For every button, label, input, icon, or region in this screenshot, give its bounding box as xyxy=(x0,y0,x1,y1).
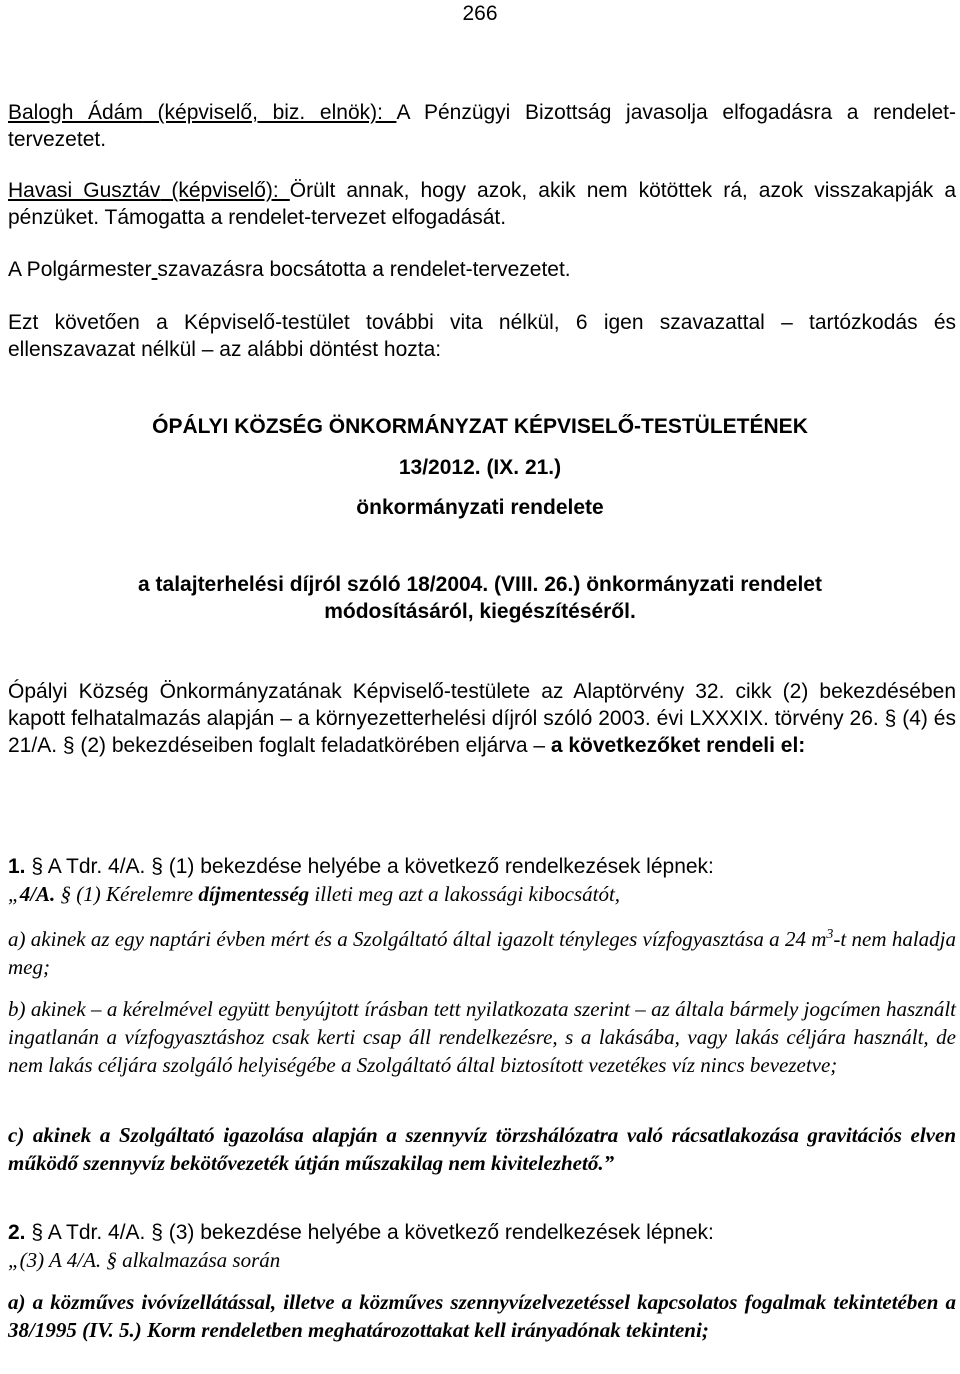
section-2-quote: „(3) A 4/A. § alkalmazása során xyxy=(8,1248,281,1272)
speaker-paragraph-balogh xyxy=(8,99,956,153)
page-number: 266 xyxy=(462,2,498,25)
quote-open: „ xyxy=(8,882,20,906)
section-1-quote xyxy=(8,880,956,908)
section-1-heading xyxy=(8,853,956,880)
exemption-term: díjmentesség xyxy=(198,882,310,906)
vote-text: szavazásra bocsátotta a rendelet-tervezetet. xyxy=(157,258,571,281)
section-text: § A Tdr. 4/A. § (3) bekezdése helyébe a következő rendelkezések lépnek: xyxy=(25,1221,714,1244)
quote-number: 4/A. xyxy=(19,882,56,906)
speaker-name: Havasi Gusztáv xyxy=(8,179,161,202)
mayor-text: A Polgármester xyxy=(8,258,152,281)
section-number: 1. xyxy=(8,855,26,878)
point-a-end: -t nem haladja meg; xyxy=(8,927,956,979)
statement-text: Örült annak, hogy azok, akik nem kötöttek rá, azok visszakapják a pénzüket. Támogatta a rendelet-tervezet elfogadását. xyxy=(8,179,956,229)
point-b: b) akinek – a kérelmével együtt benyújtott írásban tett nyilatkozata szerint – az általa bármely jogcímen használt ingatlanán a vízfogyasztáshoz csak kerti csap áll rendelkezésre, s a lakásába, vagy lakás céljára használt, de nem lakás céljára szolgáló helyiségébe a Szolgáltató által biztosított vezetékes víz nincs bevezetve; xyxy=(8,997,956,1077)
mayor-vote-paragraph xyxy=(8,256,956,283)
regulation-number: 13/2012. (IX. 21.) xyxy=(398,456,562,479)
preamble-text: Ópályi Község Önkormányzatának Képviselő-testülete az Alaptörvény 32. cikk (2) bekezdésében kapott felhatalmazás alapján – a környezetterhelési díjról szóló 2003. évi LXXXIX. törvény 26. § (4) és 21/A. § (2) bekezdéseiben foglalt feladatkörében eljárva – xyxy=(8,680,956,757)
section-2-point-a: a) a közműves ivóvízellátással, illetve a közműves szennyvízelvezetéssel kapcsolatos fogalmak tekintetében a 38/1995 (IV. 5.) Korm rendeletben meghatározottakat kell irányadónak tekinteni; xyxy=(8,1290,956,1342)
preamble xyxy=(8,678,956,759)
section-text: § A Tdr. 4/A. § (1) bekezdése helyébe a következő rendelkezések lépnek: xyxy=(25,855,714,878)
regulation-subject-cont: módosításáról, kiegészítéséről. xyxy=(324,600,636,623)
regulation-subject: a talajterhelési díjról szóló 18/2004. (VIII. 26.) önkormányzati rendelet xyxy=(138,573,822,596)
speaker-role: (képviselő, biz. elnök): xyxy=(142,101,397,124)
regulation-type: önkormányzati rendelete xyxy=(356,496,604,519)
quote-rest: illeti meg azt a lakossági kibocsátót, xyxy=(309,882,621,906)
point-a-text: a) akinek az egy naptári évben mért és a Szolgáltató által igazolt tényleges vízfogyasztása a 24 m xyxy=(8,927,827,951)
preamble-enact: a következőket rendeli el: xyxy=(550,734,806,757)
quote-intro: § (1) Kérelemre xyxy=(55,882,199,906)
decision-paragraph: Ezt követően a Képviselő-testület további vita nélkül, 6 igen szavazattal – tartózkodás és ellenszavazat nélkül – az alábbi döntést hozta: xyxy=(8,311,956,361)
statement-text: A Pénzügyi Bizottság javasolja elfogadásra a rendelet-tervezetet. xyxy=(8,101,956,151)
section-number: 2. xyxy=(8,1221,26,1244)
section-2-heading xyxy=(8,1219,956,1246)
point-a xyxy=(8,925,956,981)
speaker-paragraph-havasi xyxy=(8,177,956,231)
speaker-name: Balogh Ádám xyxy=(8,101,143,124)
point-c: c) akinek a Szolgáltató igazolása alapján a szennyvíz törzshálózatra való rácsatlakozása gravitációs elven működő szennyvíz bekötővezeték útján műszakilag nem kivitelezhető.” xyxy=(8,1123,956,1175)
regulation-authority: ÓPÁLYI KÖZSÉG ÖNKORMÁNYZAT KÉPVISELŐ-TESTÜLETÉNEK xyxy=(152,415,808,438)
speaker-role: (képviselő): xyxy=(160,179,290,202)
superscript: 3 xyxy=(826,927,834,942)
